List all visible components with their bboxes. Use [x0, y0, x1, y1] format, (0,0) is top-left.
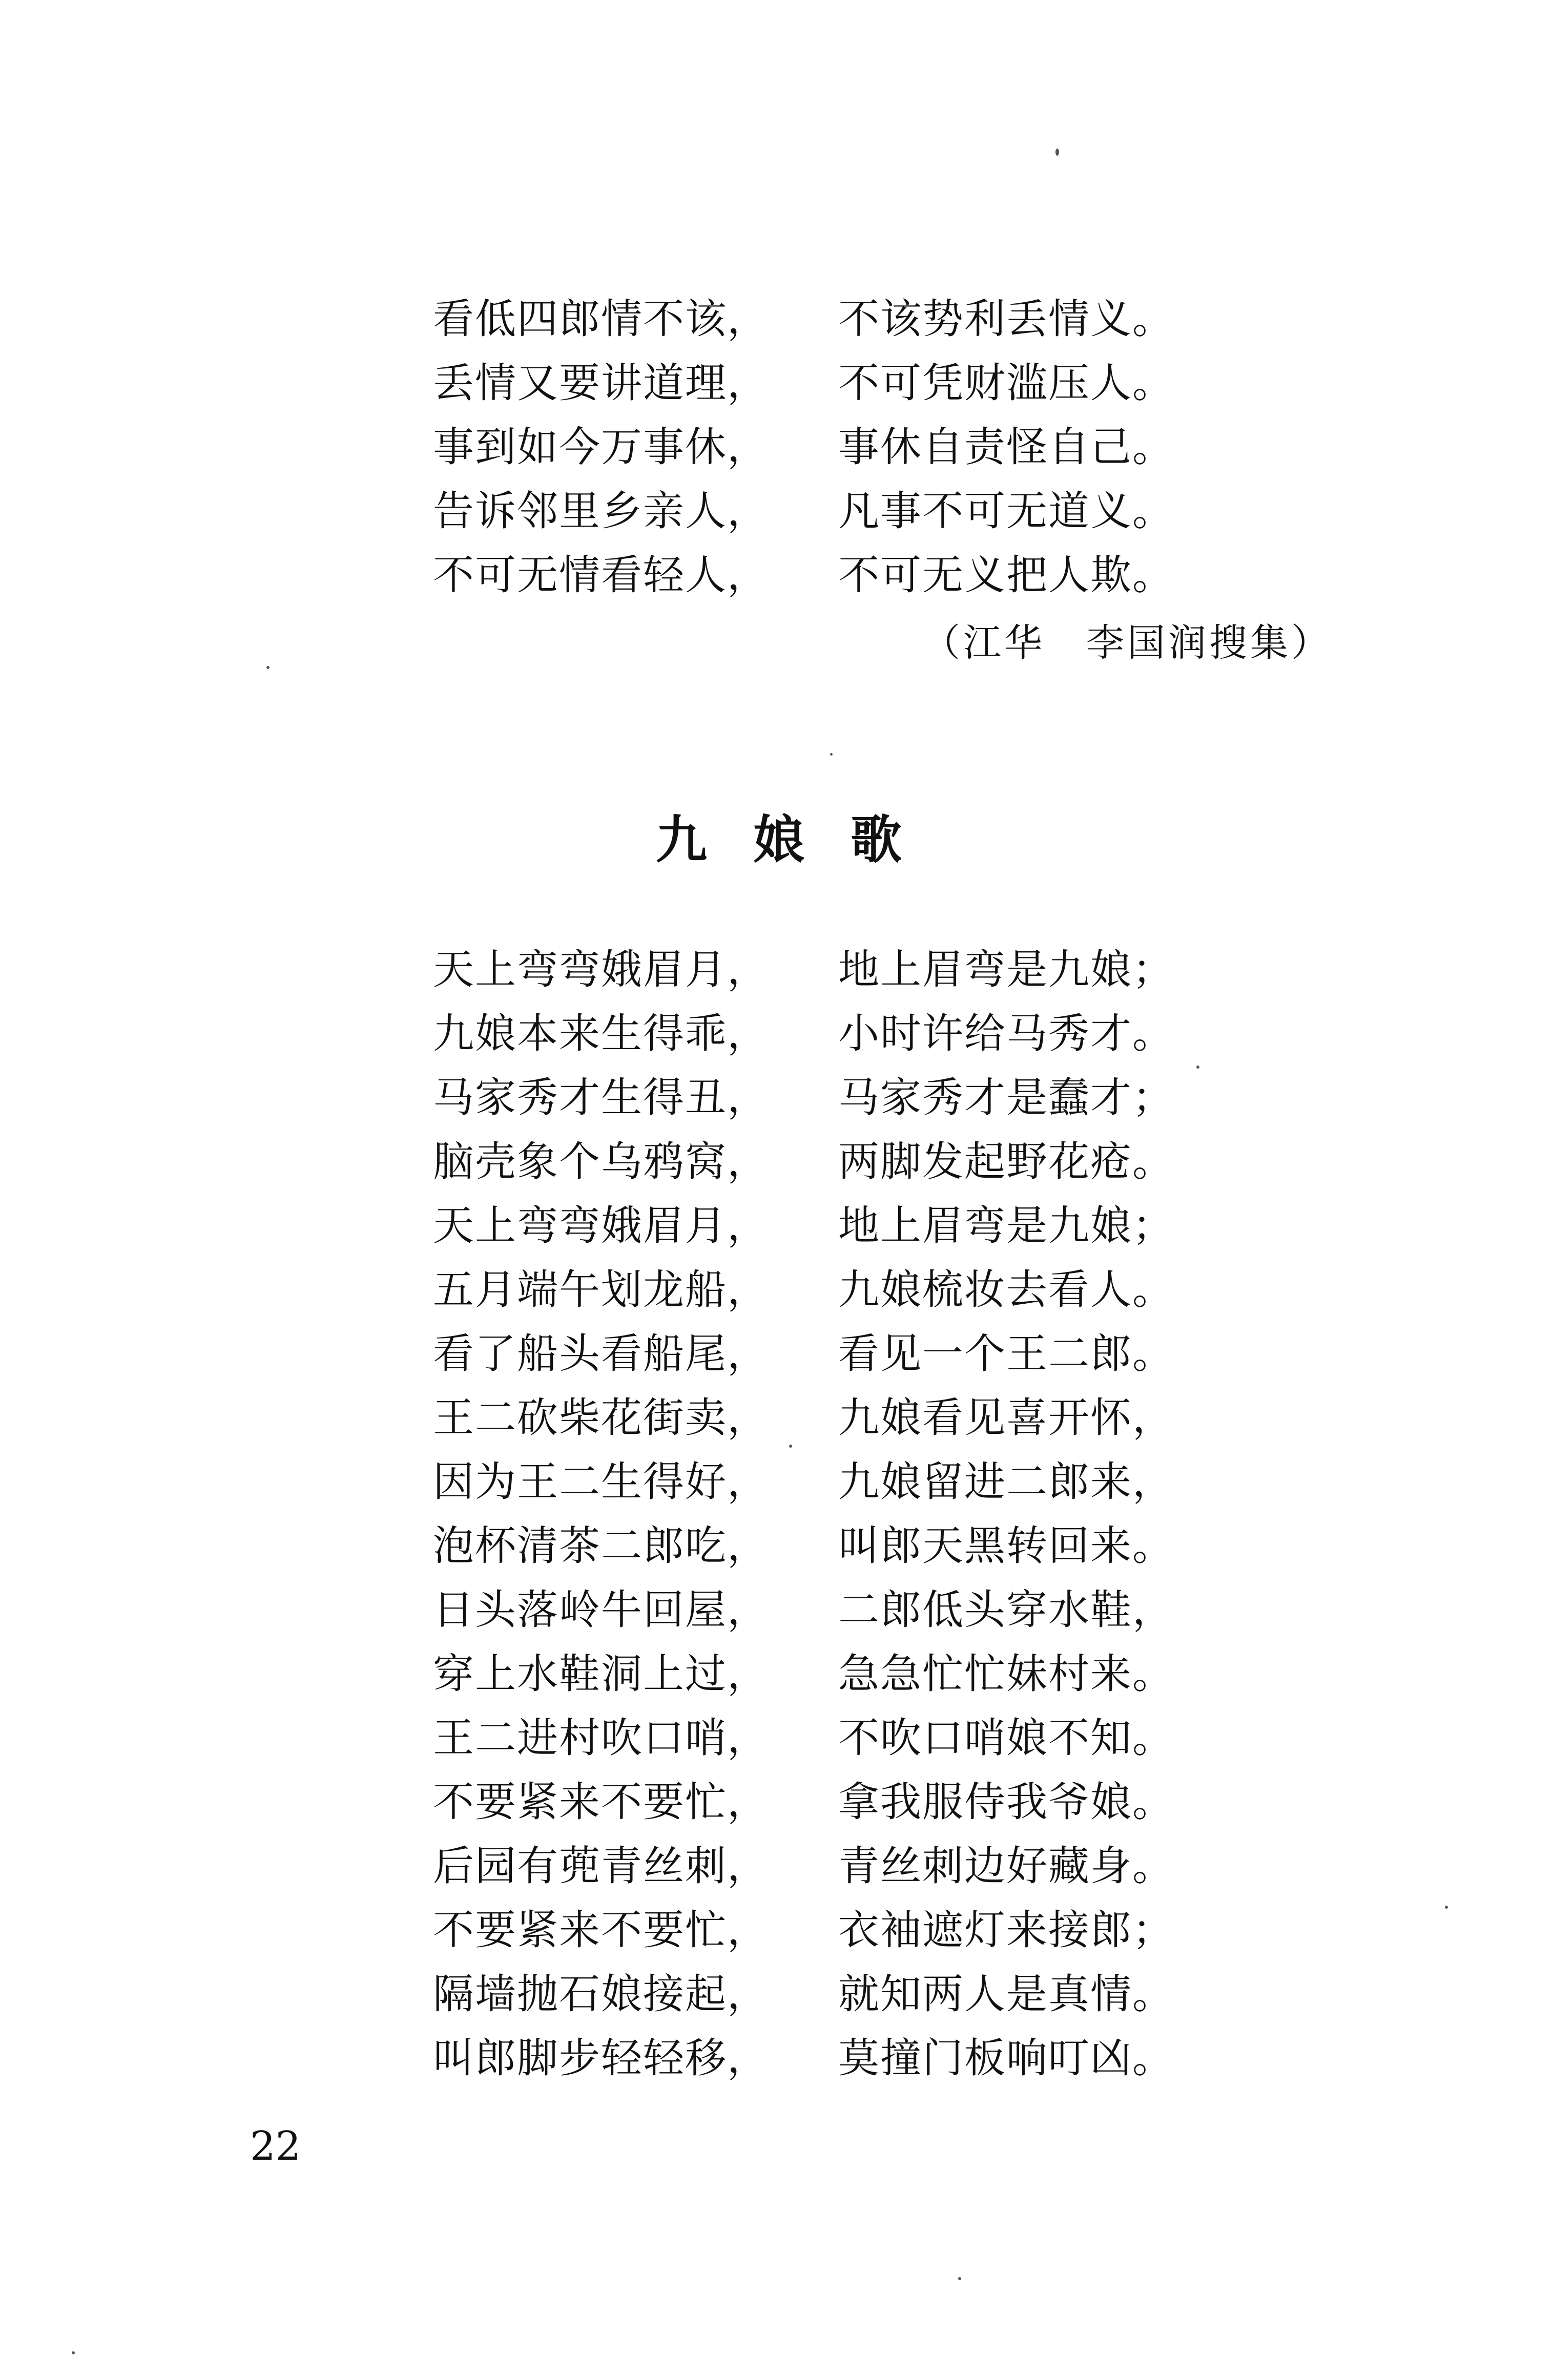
verse-row	[0, 1001, 1554, 1066]
verse-line: 九娘留进二郎来，	[838, 1458, 1174, 1506]
verse-line: 九娘本来生得乖，	[433, 1010, 769, 1057]
verse-row	[0, 415, 1554, 479]
scan-speck	[72, 2351, 75, 2354]
verse-row	[0, 351, 1554, 415]
verse-line: 天上弯弯娥眉月，	[433, 1202, 769, 1249]
verse-line: 不该势利丢情义。	[838, 295, 1174, 343]
verse-row	[0, 1706, 1554, 1770]
verse-line: 九娘看见喜开怀，	[838, 1394, 1174, 1442]
verse-line: 小时许给马秀才。	[838, 1010, 1174, 1057]
verse-line: 不要紧来不要忙，	[433, 1778, 769, 1826]
verse-row	[0, 1066, 1554, 1130]
verse-line: 马家秀才是蠢才；	[838, 1074, 1174, 1121]
verse-line: 马家秀才生得丑，	[433, 1074, 769, 1121]
scan-speck	[1445, 1906, 1448, 1909]
verse-row	[0, 1578, 1554, 1642]
verse-line: 凡事不可无道义。	[838, 487, 1174, 535]
verse-line: 看了船头看船尾，	[433, 1330, 769, 1377]
verse-line: 丢情又要讲道理，	[433, 359, 769, 407]
verse-line: 泡杯清茶二郎吃，	[433, 1522, 769, 1570]
verse-line: 急急忙忙妹村来。	[838, 1650, 1174, 1698]
verse-line: 衣袖遮灯来接郎；	[838, 1906, 1174, 1954]
verse-line: 莫撞门板响叮凶。	[838, 2034, 1174, 2082]
verse-row	[0, 937, 1554, 1001]
verse-line: 地上眉弯是九娘；	[838, 946, 1174, 993]
verse-row	[0, 1386, 1554, 1450]
verse-line: 不要紧来不要忙，	[433, 1906, 769, 1954]
page-number: 22	[250, 2123, 301, 2169]
verse-line: 日头落岭牛回屋，	[433, 1586, 769, 1634]
verse-line: 不可无情看轻人，	[433, 551, 769, 599]
verse-line: 五月端午划龙船，	[433, 1266, 769, 1313]
verse-line: 后园有蔸青丝刺，	[433, 1842, 769, 1890]
verse-line: 就知两人是真情。	[838, 1970, 1174, 2018]
poem-title: 九娘歌	[656, 810, 948, 870]
scan-speck	[266, 666, 270, 669]
verse-row	[0, 2026, 1554, 2090]
verse-line: 脑壳象个乌鸦窝，	[433, 1138, 769, 1185]
verse-line: 事到如今万事休，	[433, 423, 769, 471]
verse-line: 叫郎脚步轻轻移，	[433, 2034, 769, 2082]
scan-speck	[830, 753, 833, 756]
verse-line: 二郎低头穿水鞋，	[838, 1586, 1174, 1634]
verse-line: 青丝刺边好藏身。	[838, 1842, 1174, 1890]
verse-line: 王二进村吹口哨，	[433, 1714, 769, 1762]
scan-speck	[958, 2277, 961, 2280]
scan-speck	[1196, 1066, 1199, 1069]
verse-line: 九娘梳妆去看人。	[838, 1266, 1174, 1313]
scan-speck	[1055, 149, 1059, 156]
collector-credit: （江华 李国润搜集）	[922, 621, 1332, 665]
verse-row	[0, 1898, 1554, 1962]
verse-line: 两脚发起野花疮。	[838, 1138, 1174, 1185]
verse-line: 地上眉弯是九娘；	[838, 1202, 1174, 1249]
verse-line: 天上弯弯娥眉月，	[433, 946, 769, 993]
verse-row	[0, 1770, 1554, 1834]
verse-row	[0, 543, 1554, 607]
verse-row	[0, 1194, 1554, 1258]
verse-row	[0, 1834, 1554, 1898]
verse-row	[0, 479, 1554, 543]
verse-line: 隔墙抛石娘接起，	[433, 1970, 769, 2018]
verse-row	[0, 1514, 1554, 1578]
verse-line: 不吹口哨娘不知。	[838, 1714, 1174, 1762]
verse-row	[0, 1322, 1554, 1386]
verse-line: 叫郎天黑转回来。	[838, 1522, 1174, 1570]
verse-line: 看低四郎情不该，	[433, 295, 769, 343]
verse-row	[0, 1258, 1554, 1322]
verse-line: 不可无义把人欺。	[838, 551, 1174, 599]
verse-line: 因为王二生得好，	[433, 1458, 769, 1506]
verse-line: 事休自责怪自己。	[838, 423, 1174, 471]
verse-line: 告诉邻里乡亲人，	[433, 487, 769, 535]
verse-line: 穿上水鞋洞上过，	[433, 1650, 769, 1698]
verse-line: 不可凭财滥压人。	[838, 359, 1174, 407]
verse-row	[0, 1450, 1554, 1514]
verse-line: 拿我服侍我爷娘。	[838, 1778, 1174, 1826]
verse-row	[0, 1642, 1554, 1706]
verse-row	[0, 287, 1554, 351]
verse-row	[0, 1130, 1554, 1194]
verse-row	[0, 1962, 1554, 2026]
scan-speck	[789, 1445, 792, 1448]
verse-line: 王二砍柴花街卖，	[433, 1394, 769, 1442]
verse-line: 看见一个王二郎。	[838, 1330, 1174, 1377]
